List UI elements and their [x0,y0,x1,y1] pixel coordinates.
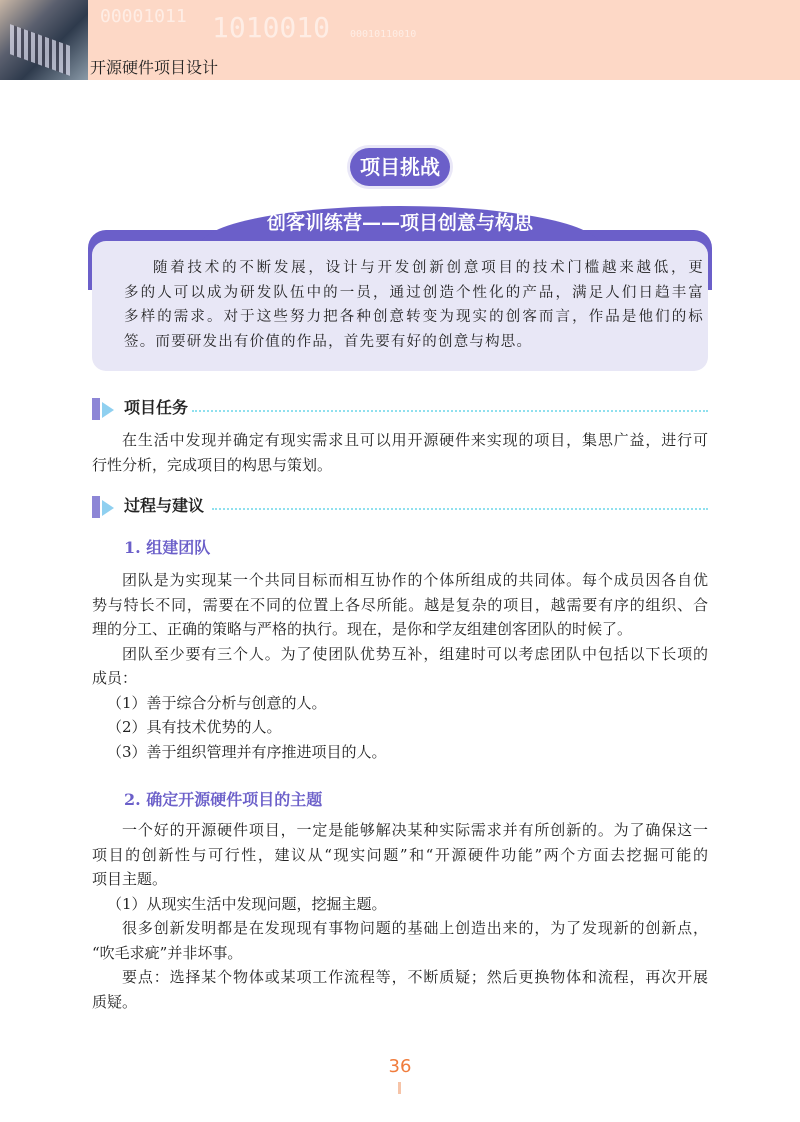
section-heading-process [92,494,708,518]
text-line: 团队至少要有三个人。为了使团队优势互补，组建时可以考虑团队中包括以下长项的 [122,644,708,663]
text-line: 团队是为实现某一个共同目标而相互协作的个体所组成的共同体。每个成员因各自优 [122,571,708,589]
subheading-theme: 2. 确定开源硬件项目的主题 [124,790,323,809]
text-line: 多样的需求。对于这些努力把各种创意转变为现实的创客而言，作品是他们的标 [124,309,704,325]
text-line: 要点：选择某个物体或某项工作流程等，不断质疑；然后更换物体和流程，再次开展 [122,968,708,986]
page-number: 36 [388,1056,412,1077]
heading-label: 项目任务 [124,396,192,420]
text-line: 多的人可以成为研发队伍中的一员，通过创造个性化的产品，满足人们日趋丰富 [124,284,704,301]
section-banner: 项目挑战 [350,148,450,186]
theme-text [92,818,708,1014]
text-line: 在生活中发现并确定有现实需求且可以用开源硬件来实现的项目，集思广益，进行可 [122,431,708,449]
text-line: （1）善于综合分析与创意的人。 [107,693,327,712]
text-line: 成员： [92,669,138,687]
text-line: （2）具有技术优势的人。 [107,718,282,736]
text-line: 随着技术的不断发展，设计与开发创新创意项目的技术门槛越来越低，更 [153,260,704,276]
team-text [92,568,708,764]
text-line: （3）善于组织管理并有序推进项目的人。 [107,742,387,761]
intro-title: 创客训练营——项目创意与构思 [266,212,533,234]
text-line: 势与特长不同，需要在不同的位置上各尽所能。越是复杂的项目，越需要有序的组织、合 [92,595,708,614]
text-line: 行性分析，完成项目的构思与策划。 [92,455,333,474]
binary-decoration: 00001011 [100,6,187,27]
heading-bar-icon [92,398,100,420]
intro-text [124,256,704,354]
book-title: 开源硬件项目设计 [90,58,219,77]
heading-bar-icon [92,496,100,518]
binary-decoration: 1010010 [212,11,331,44]
binary-decoration: 00010110010 [350,29,417,40]
text-line: （1）从现实生活中发现问题，挖掘主题。 [107,894,387,913]
keyboard-image [10,24,70,76]
text-line: 质疑。 [92,992,138,1011]
text-line: 理的分工、正确的策略与严格的执行。现在，是你和学友组建创客团队的时候了。 [92,620,633,638]
text-line: “吹毛求疵”并非坏事。 [92,943,243,962]
dotted-divider [192,410,708,412]
text-line: 很多创新发明都是在发现现有事物问题的基础上创造出来的，为了发现新的创新点， [122,919,708,937]
heading-label: 过程与建议 [124,494,208,518]
task-text [92,428,708,477]
play-triangle-icon [102,402,114,418]
subheading-team: 1. 组建团队 [124,538,211,557]
text-line: 一个好的开源硬件项目，一定是能够解决某种实际需求并有所创新的。为了确保这一 [122,821,708,839]
section-heading-task [92,396,708,420]
page-header [0,0,800,80]
dotted-divider [212,508,708,510]
text-line: 项目主题。 [92,870,168,888]
text-line: 项目的创新性与可行性，建议从“现实问题”和“开源硬件功能”两个方面去挖掘可能的 [92,845,708,864]
page-number-tick [398,1082,401,1094]
header-photo [0,0,88,80]
text-line: 签。而要研发出有价值的作品，首先要有好的创意与构思。 [124,333,533,350]
play-triangle-icon [102,500,114,516]
